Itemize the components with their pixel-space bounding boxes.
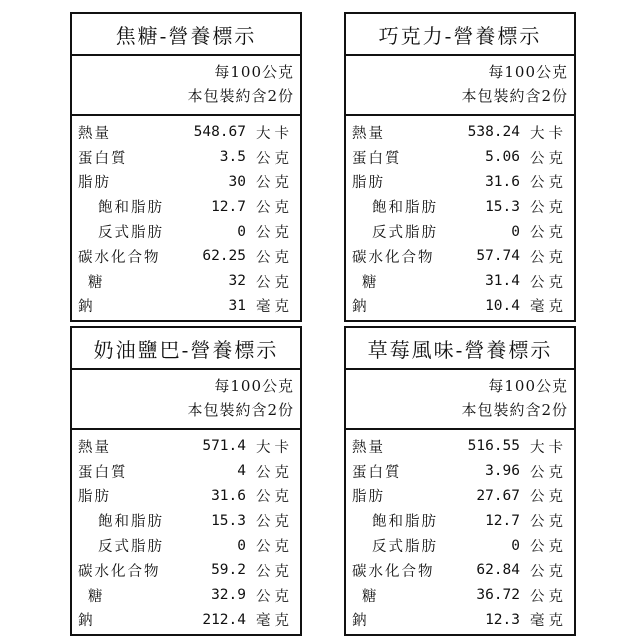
nutrient-unit: 公克 xyxy=(530,514,567,531)
nutrient-unit: 公克 xyxy=(256,225,293,242)
nutrient-name: 碳水化合物 xyxy=(78,249,161,266)
nutrient-row-protein xyxy=(78,145,296,170)
label-title: 巧克力-營養標示 xyxy=(346,14,574,56)
nutrient-name: 反式脂肪 xyxy=(98,225,164,242)
nutrient-row-fat xyxy=(78,170,296,195)
nutrition-label-caramel xyxy=(70,12,302,322)
nutrient-value: 0 xyxy=(511,223,520,240)
nutrient-name: 飽和脂肪 xyxy=(372,514,438,531)
nutrient-name: 反式脂肪 xyxy=(98,539,164,556)
nutrient-unit: 公克 xyxy=(530,249,567,266)
nutrient-unit: 公克 xyxy=(256,539,293,556)
nutrient-value: 571.4 xyxy=(202,438,246,455)
nutrient-value: 4 xyxy=(237,463,246,480)
nutrient-row-calories xyxy=(352,434,570,459)
nutrient-value: 12.7 xyxy=(211,198,246,215)
nutrient-unit: 公克 xyxy=(530,588,567,605)
nutrient-name: 熱量 xyxy=(78,439,111,456)
nutrient-unit: 公克 xyxy=(256,514,293,531)
label-title: 草莓風味-營養標示 xyxy=(346,328,574,370)
nutrient-name: 糖 xyxy=(362,588,379,605)
serving-info xyxy=(346,56,574,116)
nutrient-table xyxy=(72,430,300,634)
nutrient-unit: 公克 xyxy=(530,200,567,217)
nutrient-unit: 公克 xyxy=(256,588,293,605)
nutrient-value: 30 xyxy=(228,173,246,190)
nutrient-name: 熱量 xyxy=(352,439,385,456)
nutrient-value: 15.3 xyxy=(211,512,246,529)
nutrient-value: 31 xyxy=(228,297,246,314)
nutrient-row-sugar xyxy=(352,583,570,608)
nutrient-name: 蛋白質 xyxy=(352,464,402,481)
nutrient-name: 反式脂肪 xyxy=(372,225,438,242)
nutrient-value: 538.24 xyxy=(467,124,520,141)
nutrient-value: 10.4 xyxy=(485,297,520,314)
nutrient-table xyxy=(72,116,300,320)
nutrient-unit: 公克 xyxy=(530,489,567,506)
nutrient-row-fat xyxy=(78,484,296,509)
nutrient-name: 鈉 xyxy=(352,613,369,630)
label-title: 奶油鹽巴-營養標示 xyxy=(72,328,300,370)
nutrient-value: 36.72 xyxy=(476,587,520,604)
servings-per-package: 本包裝約含2份 xyxy=(187,401,294,419)
nutrient-unit: 毫克 xyxy=(530,613,567,630)
nutrient-row-trans-fat xyxy=(78,219,296,244)
serving-per-100g: 每100公克 xyxy=(214,63,294,81)
nutrient-value: 59.2 xyxy=(211,562,246,579)
nutrient-name: 鈉 xyxy=(78,613,95,630)
serving-per-100g: 每100公克 xyxy=(488,377,568,395)
nutrient-value: 212.4 xyxy=(202,611,246,628)
nutrient-value: 27.67 xyxy=(476,487,520,504)
nutrient-unit: 公克 xyxy=(256,200,293,217)
nutrient-value: 32 xyxy=(228,273,246,290)
nutrient-row-saturated-fat xyxy=(352,508,570,533)
nutrient-unit: 公克 xyxy=(530,563,567,580)
nutrient-unit: 大卡 xyxy=(530,439,567,456)
nutrient-unit: 毫克 xyxy=(256,299,293,316)
nutrient-name: 糖 xyxy=(88,588,105,605)
nutrient-value: 0 xyxy=(237,537,246,554)
nutrient-value: 3.96 xyxy=(485,463,520,480)
nutrition-label-strawberry xyxy=(344,326,576,636)
nutrient-unit: 公克 xyxy=(530,464,567,481)
nutrient-unit: 大卡 xyxy=(256,439,293,456)
label-title: 焦糖-營養標示 xyxy=(72,14,300,56)
nutrient-name: 碳水化合物 xyxy=(78,563,161,580)
nutrient-row-sodium xyxy=(352,294,570,319)
nutrition-label-chocolate xyxy=(344,12,576,322)
nutrient-unit: 公克 xyxy=(256,175,293,192)
nutrient-unit: 公克 xyxy=(530,274,567,291)
nutrient-value: 31.6 xyxy=(211,487,246,504)
nutrient-name: 糖 xyxy=(88,274,105,291)
nutrient-unit: 毫克 xyxy=(256,613,293,630)
nutrient-row-trans-fat xyxy=(352,533,570,558)
nutrient-row-trans-fat xyxy=(352,219,570,244)
nutrient-unit: 公克 xyxy=(530,150,567,167)
nutrient-name: 熱量 xyxy=(352,125,385,142)
nutrient-row-calories xyxy=(78,120,296,145)
nutrient-row-protein xyxy=(352,145,570,170)
nutrient-row-sodium xyxy=(78,294,296,319)
nutrient-name: 飽和脂肪 xyxy=(98,514,164,531)
nutrient-value: 12.3 xyxy=(485,611,520,628)
nutrition-label-butter-salt xyxy=(70,326,302,636)
nutrient-unit: 公克 xyxy=(256,563,293,580)
nutrient-name: 飽和脂肪 xyxy=(372,200,438,217)
serving-info xyxy=(346,370,574,430)
nutrient-row-protein xyxy=(352,459,570,484)
nutrient-value: 5.06 xyxy=(485,149,520,166)
nutrient-row-calories xyxy=(352,120,570,145)
nutrient-value: 0 xyxy=(237,223,246,240)
nutrient-unit: 公克 xyxy=(256,274,293,291)
nutrient-value: 32.9 xyxy=(211,587,246,604)
nutrient-value: 31.4 xyxy=(485,273,520,290)
servings-per-package: 本包裝約含2份 xyxy=(461,401,568,419)
nutrient-name: 蛋白質 xyxy=(352,150,402,167)
nutrient-name: 蛋白質 xyxy=(78,150,128,167)
nutrient-name: 反式脂肪 xyxy=(372,539,438,556)
nutrient-row-saturated-fat xyxy=(78,508,296,533)
nutrient-value: 31.6 xyxy=(485,173,520,190)
nutrient-unit: 公克 xyxy=(256,489,293,506)
nutrient-unit: 毫克 xyxy=(530,299,567,316)
nutrient-row-saturated-fat xyxy=(352,194,570,219)
serving-per-100g: 每100公克 xyxy=(488,63,568,81)
nutrient-value: 0 xyxy=(511,537,520,554)
nutrient-name: 碳水化合物 xyxy=(352,563,435,580)
serving-info xyxy=(72,370,300,430)
nutrient-value: 3.5 xyxy=(219,149,246,166)
nutrient-row-carbohydrate xyxy=(78,558,296,583)
nutrient-value: 62.84 xyxy=(476,562,520,579)
nutrient-value: 57.74 xyxy=(476,248,520,265)
nutrient-value: 516.55 xyxy=(467,438,520,455)
nutrient-name: 脂肪 xyxy=(352,175,385,192)
nutrient-name: 飽和脂肪 xyxy=(98,200,164,217)
nutrient-row-sugar xyxy=(352,269,570,294)
nutrient-value: 12.7 xyxy=(485,512,520,529)
nutrient-unit: 公克 xyxy=(530,539,567,556)
servings-per-package: 本包裝約含2份 xyxy=(461,87,568,105)
nutrient-row-protein xyxy=(78,459,296,484)
nutrient-value: 62.25 xyxy=(202,248,246,265)
serving-info xyxy=(72,56,300,116)
nutrient-unit: 大卡 xyxy=(256,125,293,142)
nutrient-name: 糖 xyxy=(362,274,379,291)
nutrient-name: 鈉 xyxy=(78,299,95,316)
nutrient-row-fat xyxy=(352,484,570,509)
nutrient-unit: 公克 xyxy=(256,150,293,167)
nutrient-row-calories xyxy=(78,434,296,459)
nutrient-unit: 公克 xyxy=(530,225,567,242)
nutrient-row-sodium xyxy=(78,608,296,633)
nutrient-unit: 公克 xyxy=(256,249,293,266)
nutrient-row-trans-fat xyxy=(78,533,296,558)
nutrient-name: 脂肪 xyxy=(78,175,111,192)
nutrient-row-sugar xyxy=(78,269,296,294)
nutrient-table xyxy=(346,430,574,634)
servings-per-package: 本包裝約含2份 xyxy=(187,87,294,105)
nutrient-unit: 公克 xyxy=(256,464,293,481)
nutrient-row-sodium xyxy=(352,608,570,633)
nutrient-row-sugar xyxy=(78,583,296,608)
nutrient-name: 碳水化合物 xyxy=(352,249,435,266)
nutrient-name: 蛋白質 xyxy=(78,464,128,481)
nutrient-table xyxy=(346,116,574,320)
nutrient-row-fat xyxy=(352,170,570,195)
nutrient-name: 鈉 xyxy=(352,299,369,316)
nutrient-name: 脂肪 xyxy=(78,489,111,506)
nutrient-value: 548.67 xyxy=(193,124,246,141)
nutrient-unit: 公克 xyxy=(530,175,567,192)
nutrient-row-saturated-fat xyxy=(78,194,296,219)
nutrient-value: 15.3 xyxy=(485,198,520,215)
nutrient-row-carbohydrate xyxy=(78,244,296,269)
nutrient-name: 熱量 xyxy=(78,125,111,142)
nutrient-unit: 大卡 xyxy=(530,125,567,142)
nutrient-name: 脂肪 xyxy=(352,489,385,506)
nutrient-row-carbohydrate xyxy=(352,244,570,269)
serving-per-100g: 每100公克 xyxy=(214,377,294,395)
nutrient-row-carbohydrate xyxy=(352,558,570,583)
